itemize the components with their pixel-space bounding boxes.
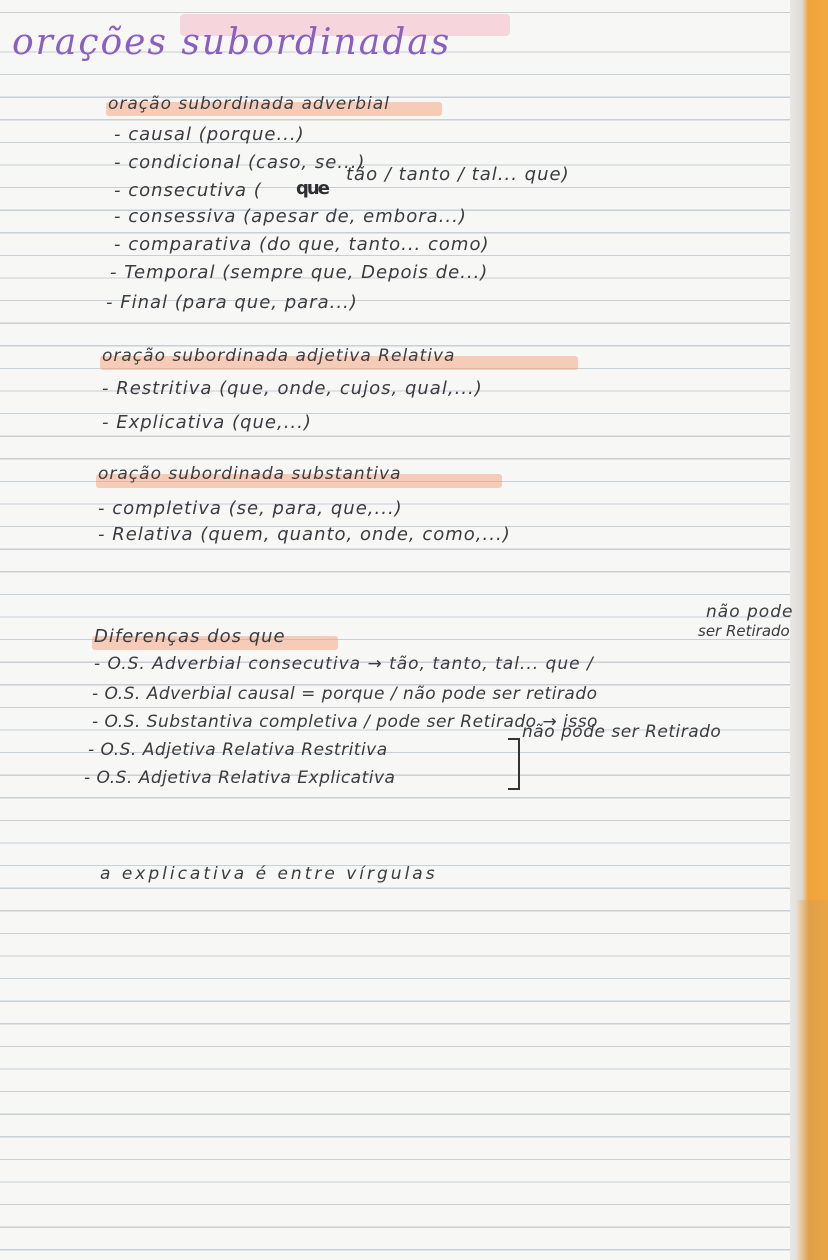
difference-line: - O.S. Substantiva completiva / pode ser Retirado → isso [92,712,598,732]
list-item: - consessiva (apesar de, embora...) [114,206,467,227]
list-item: - condicional (caso, se...) [114,152,366,173]
list-item: - Temporal (sempre que, Depois de...) [110,262,489,283]
section-heading-substantiva: oração subordinada substantiva [98,464,402,484]
final-note: a explicativa é entre vírgulas [100,864,438,884]
list-item: - consecutiva ( [114,180,262,201]
margin-note: não pode [706,602,794,622]
section-heading-adverbial: oração subordinada adverbial [108,94,390,114]
list-item-continuation: tão / tanto / tal... que) [346,164,570,185]
differences-heading: Diferenças dos que [94,626,286,647]
bracket [508,738,520,790]
section-heading-adjetiva: oração subordinada adjetiva Relativa [102,346,456,366]
difference-line: - O.S. Adverbial causal = porque / não pode ser retirado [92,684,598,704]
difference-line: - O.S. Adjetiva Relativa Restritiva [88,740,388,760]
crossed-out-word: que [296,178,328,199]
list-item: - Final (para que, para...) [106,292,358,313]
list-item: - comparativa (do que, tanto... como) [114,234,490,255]
notebook-edge-lower [795,900,828,1260]
difference-line: - O.S. Adjetiva Relativa Explicativa [84,768,396,788]
list-item: - Restritiva (que, onde, cujos, qual,...) [102,378,483,399]
difference-line: - O.S. Adverbial consecutiva → tão, tanto, tal... que / [94,654,594,674]
list-item: - Explicativa (que,...) [102,412,312,433]
list-item: - causal (porque...) [114,124,305,145]
list-item: - Relativa (quem, quanto, onde, como,...) [98,524,511,545]
bracket-note: não pode ser Retirado [522,722,722,742]
page-title: orações subordinadas [12,22,452,63]
margin-note: ser Retirado [698,622,790,640]
list-item: - completiva (se, para, que,...) [98,498,403,519]
